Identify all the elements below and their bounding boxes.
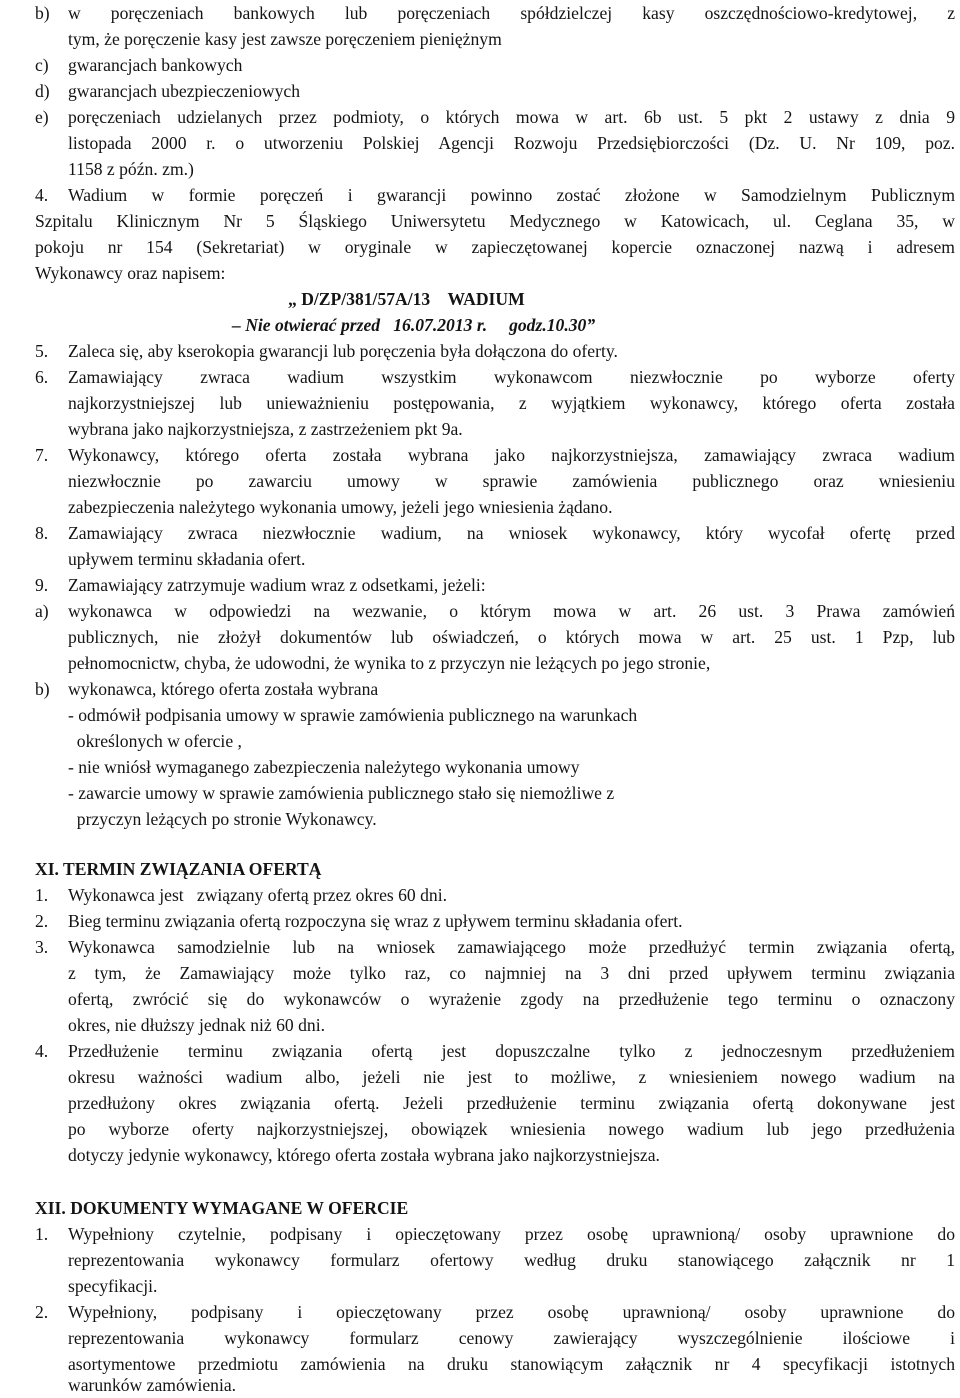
item-marker-d: d) [35,81,50,101]
point-number-8: 8. [35,523,49,543]
point-number-6: 6. [35,367,49,387]
xii-point-number-1: 1. [35,1224,49,1244]
item-9a-line-2: publicznych, nie złożył dokumentów lub oświadczeń, o których mowa w art. 25 ust. 1 Pzp, lub [68,627,955,647]
item-c-text: gwarancjach bankowych [68,55,243,75]
point-5-text: Zaleca się, aby kserokopia gwarancji lub poręczenia była dołączona do oferty. [68,341,618,361]
xii-point-1-line-2: reprezentowania wykonawcy formularz ofertowy według druku stanowiącego załącznik nr 1 [68,1250,955,1270]
envelope-marking-line-1: „ D/ZP/381/57A/13 WADIUM [288,289,525,309]
xi-point-1-text: Wykonawca jest związany ofertą przez okres 60 dni. [68,885,447,905]
point-4-line-1: Wadium w formie poręczeń i gwarancji powinno zostać złożone w Samodzielnym Publicznym [68,185,955,205]
item-9a-line-3: pełnomocnictw, chyba, że udowodni, że wynika to z przyczyn nie leżących po jego stronie, [68,653,711,673]
point-7-line-3: zabezpieczenia należytego wykonania umowy, jeżeli jego wniesienia żądano. [68,497,613,517]
xii-point-2-line-1: Wypełniony, podpisany i opieczętowany przez osobę uprawnioną/ osoby uprawnione do [68,1302,955,1322]
xii-point-2-line-4: warunków zamówienia. [68,1375,237,1395]
item-9b-dash-3-cont: przyczyn leżących po stronie Wykonawcy. [68,809,377,829]
section-heading-xii: XII. DOKUMENTY WYMAGANE W OFERCIE [35,1198,409,1218]
xi-point-number-1: 1. [35,885,49,905]
xi-point-number-2: 2. [35,911,49,931]
point-4-line-3: pokoju nr 154 (Sekretariat) w oryginale w zapieczętowanej kopercie oznaczonej nazwą i adresem [35,237,955,257]
point-7-line-2: niezwłocznie po zawarciu umowy w sprawie zamówienia publicznego oraz wniesieniu [68,471,955,491]
point-6-line-2: najkorzystniejszej lub unieważnieniu postępowania, z wyjątkiem wykonawcy, którego oferta została [68,393,955,413]
section-heading-xi: XI. TERMIN ZWIĄZANIA OFERTĄ [35,859,322,879]
item-marker-9a: a) [35,601,49,621]
item-marker-e: e) [35,107,49,127]
point-9-text: Zamawiający zatrzymuje wadium wraz z odsetkami, jeżeli: [68,575,486,595]
xi-point-3-line-1: Wykonawca samodzielnie lub na wniosek zamawiającego może przedłużyć termin związania ofertą, [68,937,955,957]
point-8-line-1: Zamawiający zwraca niezwłocznie wadium, na wniosek wykonawcy, który wycofał ofertę przed [68,523,955,543]
xi-point-4-line-2: okresu ważności wadium albo, jeżeli nie jest to możliwe, z wniesieniem nowego wadium na [68,1067,955,1087]
item-e-line-1: poręczeniach udzielanych przez podmioty, o których mowa w art. 6b ust. 5 pkt 2 ustawy z dnia 9 [68,107,955,127]
item-b-line-2: tym, że poręczenie kasy jest zawsze poręczeniem pieniężnym [68,29,502,49]
xi-point-4-line-3: przedłużony okres związania ofertą. Jeżeli przedłużenie terminu związania ofertą dokonywane jest [68,1093,955,1113]
item-9b-dash-2: - nie wniósł wymaganego zabezpieczenia należytego wykonania umowy [68,757,580,777]
xii-point-2-line-2: reprezentowania wykonawcy formularz cenowy zawierający wyszczególnienie ilościowe i [68,1328,955,1348]
envelope-marking-line-2: – Nie otwierać przed 16.07.2013 r. godz.10.30” [232,315,596,335]
point-4-line-2: Szpitalu Klinicznym Nr 5 Śląskiego Uniwersytetu Medycznego w Katowicach, ul. Ceglana 35, w [35,211,955,231]
point-number-7: 7. [35,445,49,465]
point-8-line-2: upływem terminu składania ofert. [68,549,306,569]
xi-point-2-text: Bieg terminu związania ofertą rozpoczyna się wraz z upływem terminu składania ofert. [68,911,683,931]
point-7-line-1: Wykonawcy, którego oferta została wybrana jako najkorzystniejsza, zamawiający zwraca wadium [68,445,955,465]
item-b-line-1: w poręczeniach bankowych lub poręczeniach spółdzielczej kasy oszczędnościowo-kredytowej, z [68,3,955,23]
item-9b-text: wykonawca, którego oferta została wybrana [68,679,379,699]
item-9b-dash-1-cont: określonych w ofercie , [68,731,242,751]
item-9a-line-1: wykonawca w odpowiedzi na wezwanie, o którym mowa w art. 26 ust. 3 Prawa zamówień [68,601,955,621]
xi-point-3-line-2: z tym, że Zamawiający może tylko raz, co najmniej na 3 dni przed upływem terminu związania [68,963,955,983]
item-d-text: gwarancjach ubezpieczeniowych [68,81,301,101]
item-9b-dash-1: - odmówił podpisania umowy w sprawie zamówienia publicznego na warunkach [68,705,638,725]
xi-point-3-line-4: okres, nie dłuższy jednak niż 60 dni. [68,1015,325,1035]
item-e-line-2: listopada 2000 r. o utworzeniu Polskiej Agencji Rozwoju Przedsiębiorczości (Dz. U. Nr 109, poz. [68,133,955,153]
item-marker-c: c) [35,55,49,75]
point-4-line-4: Wykonawcy oraz napisem: [35,263,226,283]
item-e-line-3: 1158 z późn. zm.) [68,159,194,179]
item-9b-dash-3: - zawarcie umowy w sprawie zamówienia publicznego stało się niemożliwe z [68,783,615,803]
point-number-5: 5. [35,341,49,361]
item-marker-9b: b) [35,679,50,699]
xii-point-1-line-1: Wypełniony czytelnie, podpisany i opieczętowany przez osobę uprawnioną/ osoby uprawnione do [68,1224,955,1244]
xi-point-4-line-5: dotyczy jedynie wykonawcy, którego oferta została wybrana jako najkorzystniejsza. [68,1145,660,1165]
xi-point-3-line-3: ofertą, zwrócić się do wykonawców o wyrażenie zgody na przedłużenie tego terminu o oznaczony [68,989,955,1009]
point-6-line-3: wybrana jako najkorzystniejsza, z zastrzeżeniem pkt 9a. [68,419,463,439]
xi-point-number-4: 4. [35,1041,49,1061]
xii-point-1-line-3: specyfikacji. [68,1276,158,1296]
point-6-line-1: Zamawiający zwraca wadium wszystkim wykonawcom niezwłocznie po wyborze oferty [68,367,955,387]
xii-point-2-line-3: asortymentowe przedmiotu zamówienia na druku stanowiącym załącznik nr 4 specyfikacji istotnych [68,1354,955,1374]
point-number-9: 9. [35,575,49,595]
xii-point-number-2: 2. [35,1302,49,1322]
xi-point-number-3: 3. [35,937,49,957]
item-marker-b: b) [35,3,50,23]
point-number-4: 4. [35,185,49,205]
xi-point-4-line-1: Przedłużenie terminu związania ofertą jest dopuszczalne tylko z jednoczesnym przedłużeniem [68,1041,955,1061]
xi-point-4-line-4: po wyborze oferty najkorzystniejszej, obowiązek wniesienia nowego wadium lub jego przedłużenia [68,1119,955,1139]
